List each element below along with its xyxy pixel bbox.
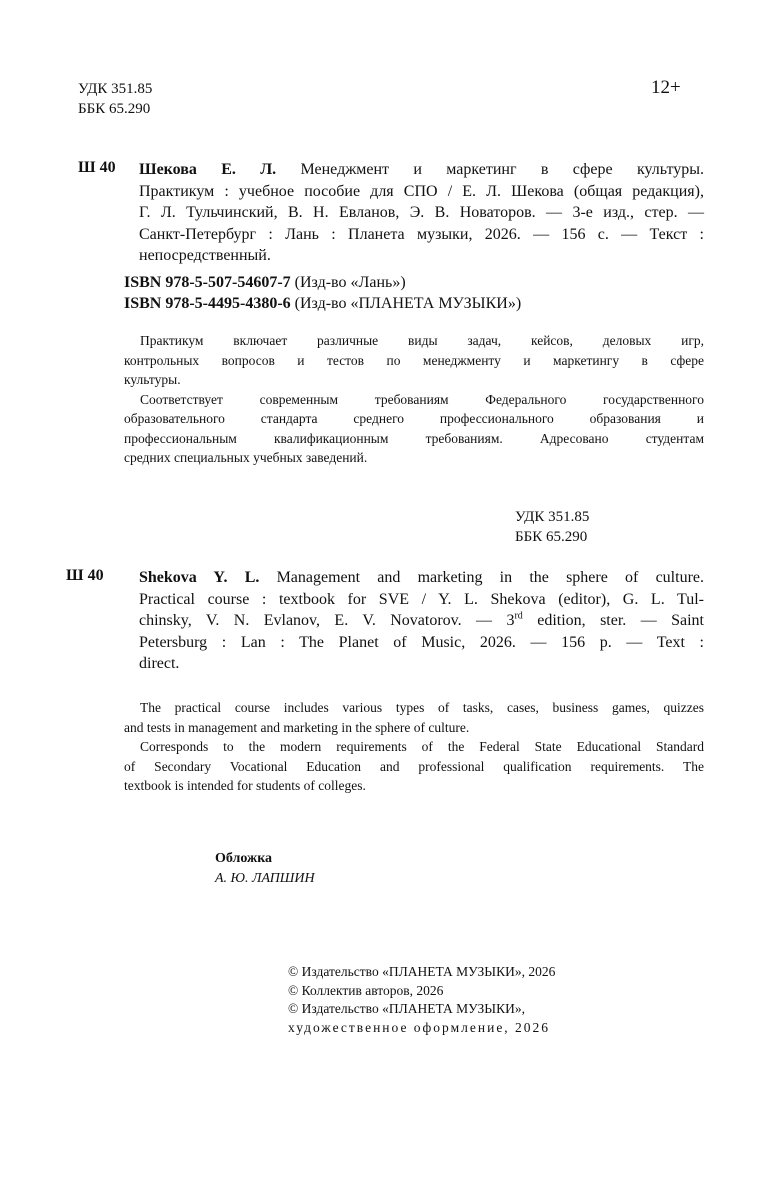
book-title-ru: Менеджмент и маркетинг в сфере культуры. [300,161,704,178]
age-rating: 12+ [651,77,681,98]
author-sign-en: Ш 40 [66,567,104,584]
copyright-line: художественное оформление, 2026 [288,1019,551,1035]
author-name-ru: Шекова Е. Л. [139,161,277,178]
biblio-line [139,567,704,589]
udk-code: УДК 351.85 [78,81,153,97]
biblio-line: Г. Л. Тульчинский, В. Н. Евланов, Э. В. Новаторов. — 3-е изд., стер. — [139,204,704,221]
copyright-block [288,963,555,1037]
copyright-line: © Издательство «ПЛАНЕТА МУЗЫКИ», [288,1001,525,1016]
biblio-line [139,159,704,181]
cover-designer: А. Ю. ЛАПШИН [215,870,315,886]
copyright-line: © Коллектив авторов, 2026 [288,982,444,998]
abstract-line: of Secondary Vocational Education and professional qualification requirements. The [124,758,704,774]
isbn-line [124,293,521,314]
abstract-line: контрольных вопросов и тестов по менеджменту и маркетингу в сфере [124,352,704,368]
isbn-block [124,272,521,314]
isbn-number: ISBN 978-5-4495-4380-6 [124,295,291,312]
cover-title: Обложка [215,851,273,866]
book-title-en: Management and marketing in the sphere of culture. [276,569,704,586]
abstract-line: Соответствует современным требованиям Федерального государственного [140,391,704,407]
biblio-line: Санкт-Петербург : Лань : Планета музыки, 2026. — 156 с. — Текст : [139,225,704,243]
abstract-line: and tests in management and marketing in the sphere of culture. [124,719,470,735]
cover-credit [215,849,315,888]
abstract-line: textbook is intended for students of colleges. [124,778,366,793]
isbn-number: ISBN 978-5-507-54607-7 [124,274,291,291]
isbn-line [124,272,521,293]
author-sign-ru: Ш 40 [78,159,116,176]
udk-code: УДК 351.85 [515,509,590,525]
abstract-line: Corresponds to the modern requirements of the Federal State Educational Standard [140,739,704,754]
biblio-line: direct. [139,655,180,672]
biblio-line: Practical course : textbook for SVE / Y. L. Shekova (editor), G. L. Tul- [139,590,704,608]
mid-classification [515,507,589,547]
bibliographic-record-ru [139,159,704,267]
abstract-line: профессиональным квалификационным требованиям. Адресовано студентам [124,430,704,446]
bbk-code: ББК 65.290 [78,101,151,117]
author-name-en: Shekova Y. L. [139,569,260,586]
abstract-line: Практикум включает различные виды задач, кейсов, деловых игр, [140,333,704,348]
biblio-line: chinsky, V. N. Evlanov, E. V. Novatorov. — 3rd edition, ster. — Saint [139,610,704,629]
bbk-code: ББК 65.290 [515,529,588,545]
abstract-ru [124,331,704,468]
abstract-line: культуры. [124,372,181,387]
copyright-line: © Издательство «ПЛАНЕТА МУЗЫКИ», 2026 [288,964,556,979]
biblio-line: Практикум : учебное пособие для СПО / Е. Л. Шекова (общая редакция), [139,182,704,200]
isbn-publisher: (Изд-во «ПЛАНЕТА МУЗЫКИ») [290,295,522,312]
ordinal-suffix: rd [514,610,523,622]
abstract-line: средних специальных учебных заведений. [124,450,368,465]
isbn-publisher: (Изд-во «Лань») [290,274,406,291]
biblio-line: Petersburg : Lan : The Planet of Music, 2026. — 156 p. — Text : [139,633,704,651]
abstract-line: образовательного стандарта среднего профессионального образования и [124,411,704,426]
abstract-en [124,698,704,796]
bibliographic-record-en [139,567,704,675]
top-classification [78,79,152,119]
biblio-line: непосредственный. [139,247,271,264]
abstract-line: The practical course includes various types of tasks, cases, business games, quizzes [140,700,704,715]
